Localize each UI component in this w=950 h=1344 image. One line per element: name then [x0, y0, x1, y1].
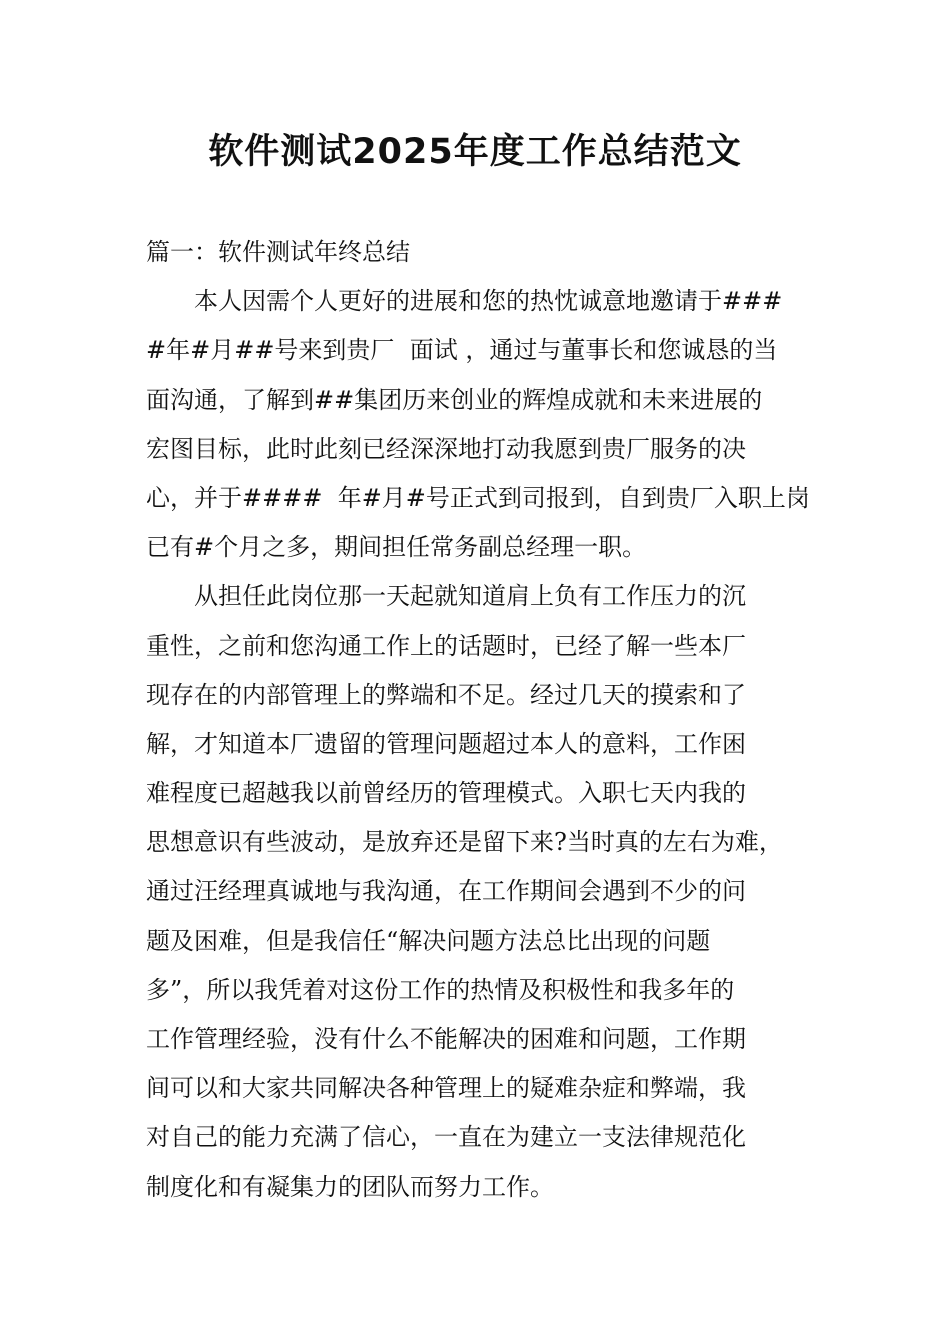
paragraph-line: 重性，之前和您沟通工作上的话题时，已经了解一些本厂: [146, 631, 746, 660]
paragraph-2: [146, 572, 808, 1211]
paragraph-1: [146, 277, 808, 572]
paragraph-line: 现存在的内部管理上的弊端和不足。经过几天的摸索和了: [146, 680, 746, 709]
paragraph-line: 对自己的能力充满了信心，一直在为建立一支法律规范化: [146, 1123, 746, 1152]
paragraph-line: 思想意识有些波动，是放弃还是留下来?当时真的左右为难，: [146, 828, 783, 857]
paragraph-line: 工作管理经验，没有什么不能解决的困难和问题，工作期: [146, 1025, 746, 1053]
paragraph-line: 面沟通，了解到##集团历来创业的辉煌成就和未来进展的: [146, 385, 763, 414]
paragraph-line: 多”，所以我凭着对这份工作的热情及积极性和我多年的: [146, 975, 735, 1004]
paragraph-line: 通过汪经理真诚地与我沟通，在工作期间会遇到不少的问: [146, 877, 746, 906]
paragraph-line: 从担任此岗位那一天起就知道肩上负有工作压力的沉: [194, 582, 746, 611]
paragraph-line: 本人因需个人更好的进展和您的热忱诚意地邀请于###: [194, 287, 783, 316]
paragraph-line: 心，并于#### 年#月#号正式到司报到，自到贵厂入职上岗: [146, 483, 810, 512]
paragraph-line: 已有#个月之多，期间担任常务副总经理一职。: [146, 533, 647, 562]
paragraph-line: #年#月##号来到贵厂 面试 ，通过与董事长和您诚恳的当: [146, 336, 778, 365]
section-heading: 篇一：软件测试年终总结: [146, 238, 410, 266]
paragraph-line: 制度化和有凝集力的团队而努力工作。: [146, 1172, 554, 1201]
paragraph-line: 宏图目标，此时此刻已经深深地打动我愿到贵厂服务的决: [146, 434, 746, 463]
paragraph-line: 难程度已超越我以前曾经历的管理模式。入职七天内我的: [146, 779, 746, 808]
paragraph-line: 解，才知道本厂遗留的管理问题超过本人的意料，工作困: [146, 729, 746, 758]
paragraph-line: 题及困难，但是我信任“解决问题方法总比出现的问题: [146, 926, 711, 955]
document-body: [146, 228, 808, 1212]
paragraph-line: 间可以和大家共同解决各种管理上的疑难杂症和弊端，我: [146, 1074, 746, 1103]
document-title: 软件测试2025年度工作总结范文: [208, 132, 742, 172]
